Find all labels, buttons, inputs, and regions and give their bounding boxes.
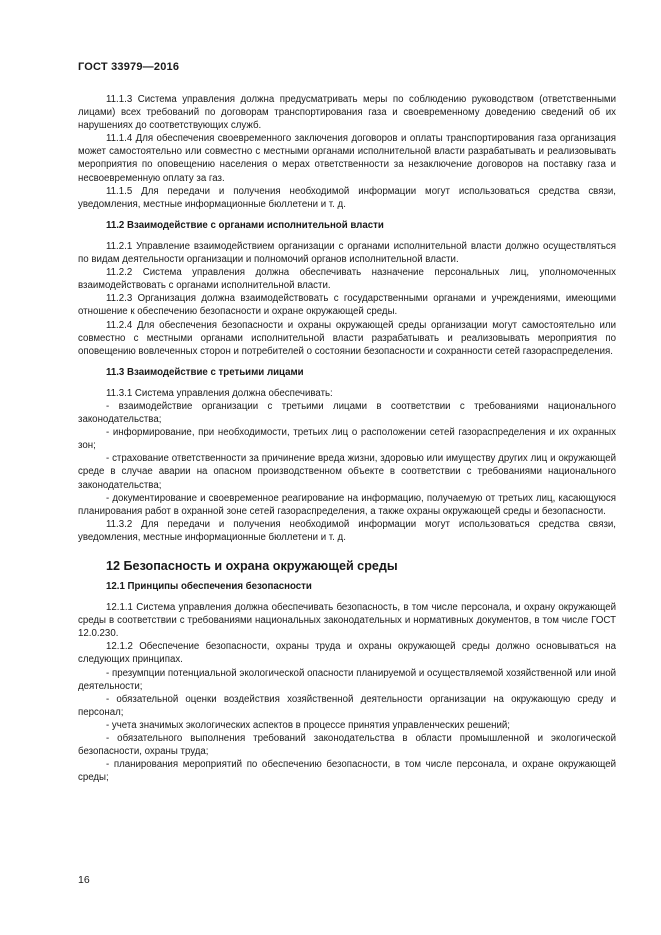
section-heading-11-2: 11.2 Взаимодействие с органами исполнительной власти	[106, 219, 384, 231]
paragraph-11-2-3: 11.2.3 Организация должна взаимодействовать с государственными органами и учреждениями, имеющими отношение к обеспечению безопасности и охране окружающей среды.	[78, 293, 616, 318]
list-item: - страхование ответственности за причинение вреда жизни, здоровью или имуществу других лиц и окружающей среде в случае аварии на опасном производственном объекте в соответствии с требованиями национального законодательства;	[78, 453, 616, 491]
list-item: - планирования мероприятий по обеспечению безопасности, в том числе персонала, и охране окружающей среды;	[78, 759, 616, 784]
page-content	[78, 93, 616, 784]
section-heading-12-1: 12.1 Принципы обеспечения безопасности	[106, 581, 312, 592]
list-item: - обязательной оценки воздействия хозяйственной деятельности организации на окружающую среду и персонал;	[78, 693, 616, 718]
document-header: ГОСТ 33979—2016	[78, 61, 180, 73]
paragraph-12-1-1: 12.1.1 Система управления должна обеспечивать безопасность, в том числе персонала, и охрану окружающей среды в соответствии с требованиями национальных законодательных и нормативных документов, в том числе ГОСТ 12.0.230.	[78, 602, 616, 640]
chapter-heading-12: 12 Безопасность и охрана окружающей среды	[106, 559, 398, 573]
paragraph-11-2-2: 11.2.2 Система управления должна обеспечивать назначение персональных лиц, уполномоченных взаимодействовать с органами исполнительной власти.	[78, 267, 616, 292]
list-item: - презумпции потенциальной экологической опасности планируемой и осуществляемой хозяйственной или иной деятельности;	[78, 667, 616, 692]
paragraph-11-1-4: 11.1.4 Для обеспечения своевременного заключения договоров и оплаты транспортирования газа организация может самостоятельно или совместно с местными органами исполнительной власти разрабатывать и реализовывать мероприятия по оповещению населения о мерах ответственности за незаключение договоров на поставку газа и несвоевременную оплату за газ.	[78, 133, 616, 184]
paragraph-11-3-2: 11.3.2 Для передачи и получения необходимой информации могут использоваться средства связи, уведомления, местные информационные бюллетени и т. д.	[78, 518, 616, 543]
paragraph-11-1-3: 11.1.3 Система управления должна предусматривать меры по соблюдению руководством (ответственными лицами) всех требований по договорам транспортирования газа и своевременному доведению сведений об их нарушениях до соответствующих служб.	[78, 94, 616, 132]
list-item: - взаимодействие организации с третьими лицами в соответствии с требованиями национального законодательства;	[78, 400, 616, 426]
paragraph-12-1-2: 12.1.2 Обеспечение безопасности, охраны труда и охраны окружающей среды должно основываться на следующих принципах.	[78, 641, 616, 666]
list-item: - учета значимых экологических аспектов в процессе принятия управленческих решений;	[106, 719, 510, 731]
list-item: - документирование и своевременное реагирование на информацию, получаемую от третьих лиц, касающуюся планирования работ в охранной зоне сетей газораспределения, а также охраны окружающей среды и безопасности.	[78, 492, 616, 517]
paragraph-11-2-4: 11.2.4 Для обеспечения безопасности и охраны окружающей среды организации могут самостоятельно или совместно с местными органами исполнительной власти разрабатывать и реализовывать мероприятия по оповещению вовлеченных сторон и потребителей о состоянии безопасности и сохранности сетей газораспределения.	[78, 319, 616, 357]
section-heading-11-3: 11.3 Взаимодействие с третьими лицами	[106, 366, 304, 378]
paragraph-11-3-1: 11.3.1 Система управления должна обеспечивать:	[106, 387, 333, 399]
paragraph-11-2-1: 11.2.1 Управление взаимодействием организации с органами исполнительной власти должно осуществляться по видам деятельности организации и полномочий органов исполнительной власти.	[78, 240, 616, 266]
list-item: - информирование, при необходимости, третьих лиц о расположении сетей газораспределения и их охранных зон;	[78, 427, 616, 452]
list-item: - обязательного выполнения требований законодательства в области промышленной и экологической безопасности, охраны труда;	[78, 733, 616, 758]
page-number: 16	[78, 874, 90, 886]
paragraph-11-1-5: 11.1.5 Для передачи и получения необходимой информации могут использоваться средства связи, уведомления, местные информационные бюллетени и т. д.	[78, 185, 616, 210]
